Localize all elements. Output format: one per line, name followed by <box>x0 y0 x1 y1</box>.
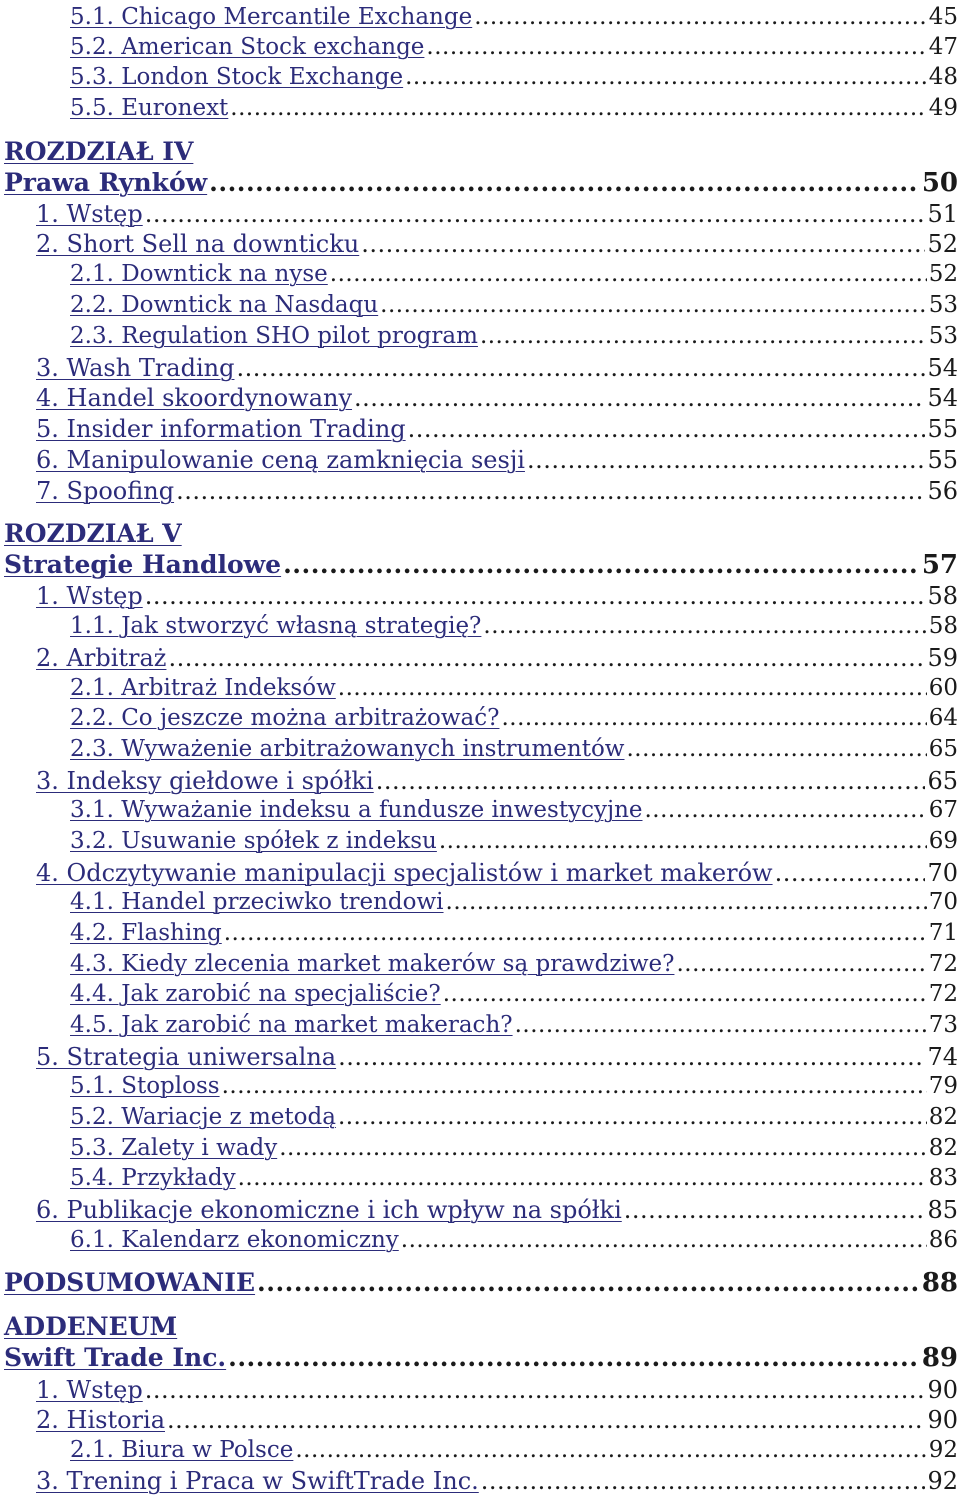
toc-entry[interactable] <box>0 1043 960 1071</box>
toc-entry[interactable] <box>0 415 960 443</box>
toc-entry-label[interactable]: 5. Insider information Trading <box>36 415 406 443</box>
toc-entry[interactable] <box>0 705 960 731</box>
toc-entry-label[interactable]: 5.2. Wariacje z metodą <box>70 1104 336 1130</box>
toc-entry[interactable] <box>0 64 960 90</box>
dot-leader <box>446 889 927 915</box>
toc-chapter-heading[interactable] <box>0 137 960 166</box>
toc-entry[interactable] <box>0 675 960 701</box>
dot-leader <box>401 1227 927 1253</box>
toc-entry-label[interactable]: 2. Historia <box>36 1406 165 1434</box>
toc-page-number: 82 <box>928 1104 958 1130</box>
toc-entry-label[interactable]: 4.4. Jak zarobić na specjaliście? <box>70 981 441 1007</box>
toc-entry-label[interactable]: 5.2. American Stock exchange <box>70 34 425 60</box>
dot-leader <box>426 34 926 60</box>
dot-leader <box>405 64 927 90</box>
toc-page-number: 52 <box>928 261 958 287</box>
toc-entry-label[interactable]: 6. Manipulowanie ceną zamknięcia sesji <box>36 446 525 474</box>
toc-entry-label[interactable]: 1. Wstęp <box>36 1376 143 1404</box>
toc-chapter-heading[interactable] <box>0 1312 960 1341</box>
dot-leader <box>145 200 926 228</box>
toc-page-number: 53 <box>928 292 958 318</box>
toc-entry-label[interactable]: 7. Spoofing <box>36 477 175 505</box>
toc-entry-label[interactable]: 4. Handel skoordynowany <box>36 384 353 412</box>
dot-leader <box>515 1012 927 1038</box>
toc-page-number: 54 <box>927 384 958 412</box>
dot-leader <box>338 675 927 701</box>
toc-entry[interactable] <box>0 1376 960 1404</box>
dot-leader <box>230 95 926 121</box>
toc-entry[interactable] <box>0 168 960 198</box>
toc-entry[interactable] <box>0 34 960 60</box>
toc-entry-label[interactable]: PODSUMOWANIE <box>4 1268 256 1297</box>
toc-page-number: 55 <box>927 446 958 474</box>
toc-page-number: 57 <box>921 550 958 580</box>
toc-page-number: 70 <box>927 859 958 887</box>
toc-entry[interactable] <box>0 828 960 854</box>
toc-page-number: 48 <box>928 64 958 90</box>
toc-page-number: 72 <box>928 981 958 1007</box>
dot-leader <box>627 736 927 762</box>
toc-entry-label[interactable]: 1. Wstęp <box>36 200 143 228</box>
toc-page-number: 58 <box>927 582 958 610</box>
toc-entry[interactable] <box>0 1196 960 1224</box>
toc-entry-label[interactable]: 1.1. Jak stworzyć własną strategię? <box>70 613 482 639</box>
dot-leader <box>209 168 920 197</box>
toc-page-number: 53 <box>928 323 958 349</box>
dot-leader <box>439 828 927 854</box>
toc-entry[interactable] <box>0 1135 960 1161</box>
toc-page-number: 74 <box>927 1043 958 1071</box>
toc-entry-label[interactable]: 4.1. Handel przeciwko trendowi <box>70 889 444 915</box>
dot-leader <box>354 384 925 412</box>
toc-entry-label[interactable]: 2.2. Downtick na Nasdaqu <box>70 292 379 318</box>
dot-leader <box>408 415 926 443</box>
toc-entry-label[interactable]: 5.1. Stoploss <box>70 1073 220 1099</box>
toc-page-number: 85 <box>927 1196 958 1224</box>
toc-entry[interactable] <box>0 1343 960 1373</box>
dot-leader <box>645 797 927 823</box>
toc-entry-label[interactable]: Strategie Handlowe <box>4 550 282 579</box>
toc-page-number: 58 <box>928 613 958 639</box>
toc-entry[interactable] <box>0 644 960 672</box>
toc-entry-label[interactable]: 6.1. Kalendarz ekonomiczny <box>70 1227 399 1253</box>
toc-entry-label[interactable]: 2. Arbitraż <box>36 644 167 672</box>
toc-entry-label[interactable]: 6. Publikacje ekonomiczne i ich wpływ na spółki <box>36 1196 622 1224</box>
toc-entry-label[interactable]: ROZDZIAŁ IV <box>4 137 194 166</box>
toc-page-number: 86 <box>928 1227 958 1253</box>
toc-entry[interactable] <box>0 230 960 258</box>
toc-page-number: 64 <box>928 705 958 731</box>
toc-entry[interactable] <box>0 582 960 610</box>
toc-entry-label[interactable]: 4.5. Jak zarobić na market makerach? <box>70 1012 513 1038</box>
toc-entry[interactable] <box>0 1073 960 1099</box>
toc-entry[interactable] <box>0 95 960 121</box>
toc-page-number: 45 <box>928 4 958 30</box>
dot-leader <box>279 1135 927 1161</box>
toc-entry-label[interactable]: 1. Wstęp <box>36 582 143 610</box>
toc-chapter-heading[interactable] <box>0 519 960 548</box>
toc-entry[interactable] <box>0 1467 960 1495</box>
toc-entry[interactable] <box>0 981 960 1007</box>
toc-page-number: 65 <box>927 767 958 795</box>
dot-leader <box>145 1376 926 1404</box>
dot-leader <box>222 1073 927 1099</box>
toc-entry[interactable] <box>0 951 960 977</box>
toc-entry-label[interactable]: 2.1. Arbitraż Indeksów <box>70 675 336 701</box>
toc-page-number: 50 <box>921 168 958 198</box>
toc-page-number: 83 <box>928 1165 958 1191</box>
dot-leader <box>376 767 926 795</box>
toc-entry[interactable] <box>0 920 960 946</box>
toc-entry-label[interactable]: 3. Wash Trading <box>36 354 235 382</box>
toc-entry-label[interactable]: 5.1. Chicago Mercantile Exchange <box>70 4 473 30</box>
dot-leader <box>145 582 926 610</box>
toc-entry[interactable] <box>0 1227 960 1253</box>
dot-leader <box>380 292 927 318</box>
toc-page-number: 89 <box>921 1343 958 1373</box>
toc-entry-label[interactable]: 4.2. Flashing <box>70 920 222 946</box>
toc-page-number: 70 <box>928 889 958 915</box>
toc-page-number: 55 <box>927 415 958 443</box>
toc-page-number: 82 <box>928 1135 958 1161</box>
toc-entry-label[interactable]: 5.5. Euronext <box>70 95 229 121</box>
dot-leader <box>338 1104 927 1130</box>
toc-entry-label[interactable]: Prawa Rynków <box>4 168 208 197</box>
dot-leader <box>238 1165 927 1191</box>
toc-entry[interactable] <box>0 767 960 795</box>
toc-entry-label[interactable]: 3. Indeksy giełdowe i spółki <box>36 767 374 795</box>
toc-page-number: 92 <box>927 1467 958 1495</box>
dot-leader <box>257 1268 920 1297</box>
toc-entry-label[interactable]: 3.2. Usuwanie spółek z indeksu <box>70 828 437 854</box>
dot-leader <box>483 613 926 639</box>
toc-page-number: 60 <box>928 675 958 701</box>
dot-leader <box>167 1406 925 1434</box>
dot-leader <box>228 1343 920 1372</box>
dot-leader <box>474 4 927 30</box>
toc-page-number: 54 <box>927 354 958 382</box>
toc-page-number: 69 <box>928 828 958 854</box>
toc-page-number: 71 <box>928 920 958 946</box>
toc-entry-label[interactable]: 3.1. Wyważanie indeksu a fundusze inwestycyjne <box>70 797 643 823</box>
dot-leader <box>501 705 926 731</box>
toc-page-number: 51 <box>927 200 958 228</box>
toc-entry-label[interactable]: 2.2. Co jeszcze można arbitrażować? <box>70 705 500 731</box>
toc-page-number: 79 <box>928 1073 958 1099</box>
toc-entry[interactable] <box>0 889 960 915</box>
toc-entry-label[interactable]: 2.3. Wyważenie arbitrażowanych instrumentów <box>70 736 625 762</box>
dot-leader <box>176 477 925 505</box>
toc-entry-label[interactable]: 4. Odczytywanie manipulacji specjalistów i market makerów <box>36 859 773 887</box>
toc-entry-label[interactable]: 5. Strategia uniwersalna <box>36 1043 337 1071</box>
toc-entry-label[interactable]: 4.3. Kiedy zlecenia market makerów są prawdziwe? <box>70 951 675 977</box>
toc-page-number: 65 <box>928 736 958 762</box>
toc-entry[interactable] <box>0 613 960 639</box>
dot-leader <box>224 920 927 946</box>
toc-entry-label[interactable]: 2. Short Sell na downticku <box>36 230 360 258</box>
toc-entry[interactable] <box>0 384 960 412</box>
dot-leader <box>168 644 925 672</box>
toc-page-number: 73 <box>928 1012 958 1038</box>
toc-entry-label[interactable]: 3. Trening i Praca w SwiftTrade Inc. <box>36 1467 479 1495</box>
dot-leader <box>361 230 925 258</box>
toc-entry[interactable] <box>0 859 960 887</box>
toc-entry-label[interactable]: 2.1. Biura w Polsce <box>70 1437 294 1463</box>
toc-entry-label[interactable]: 2.3. Regulation SHO pilot program <box>70 323 478 349</box>
toc-entry[interactable] <box>0 4 960 30</box>
toc-page-number: 56 <box>927 477 958 505</box>
dot-leader <box>481 1467 926 1495</box>
toc-entry-label[interactable]: 5.3. Zalety i wady <box>70 1135 278 1161</box>
dot-leader <box>775 859 926 887</box>
dot-leader <box>330 261 927 287</box>
toc-entry[interactable] <box>0 261 960 287</box>
toc-entry[interactable] <box>0 797 960 823</box>
toc-page-number: 90 <box>927 1406 958 1434</box>
toc-entry[interactable] <box>0 446 960 474</box>
toc-entry[interactable] <box>0 1104 960 1130</box>
toc-entry-label[interactable]: ADDENEUM <box>4 1312 178 1341</box>
dot-leader <box>338 1043 925 1071</box>
toc-entry[interactable] <box>0 1165 960 1191</box>
toc-entry[interactable] <box>0 1406 960 1434</box>
dot-leader <box>236 354 925 382</box>
toc-entry[interactable] <box>0 1437 960 1463</box>
dot-leader <box>676 951 926 977</box>
toc-entry-label[interactable]: 5.4. Przykłady <box>70 1165 236 1191</box>
dot-leader <box>443 981 927 1007</box>
toc-entry-label[interactable]: 2.1. Downtick na nyse <box>70 261 328 287</box>
dot-leader <box>480 323 927 349</box>
toc-entry[interactable] <box>0 354 960 382</box>
dot-leader <box>295 1437 926 1463</box>
dot-leader <box>624 1196 926 1224</box>
toc-entry-label[interactable]: Swift Trade Inc. <box>4 1343 227 1372</box>
toc-entry-label[interactable]: 5.3. London Stock Exchange <box>70 64 404 90</box>
toc-page-number: 90 <box>927 1376 958 1404</box>
toc-page-number: 59 <box>927 644 958 672</box>
toc-entry-label[interactable]: ROZDZIAŁ V <box>4 519 182 548</box>
toc-page-number: 88 <box>921 1268 958 1298</box>
toc-page-number: 47 <box>928 34 958 60</box>
toc-entry[interactable] <box>0 736 960 762</box>
dot-leader <box>283 550 920 579</box>
toc-entry[interactable] <box>0 550 960 580</box>
toc-entry[interactable] <box>0 292 960 318</box>
toc-page-number: 49 <box>928 95 958 121</box>
toc-page-number: 52 <box>927 230 958 258</box>
toc-page-number: 67 <box>928 797 958 823</box>
toc-page-number: 92 <box>928 1437 958 1463</box>
toc-entry[interactable] <box>0 1268 960 1298</box>
toc-entry[interactable] <box>0 200 960 228</box>
toc-entry[interactable] <box>0 323 960 349</box>
toc-entry[interactable] <box>0 1012 960 1038</box>
toc-page-number: 72 <box>928 951 958 977</box>
toc-entry[interactable] <box>0 477 960 505</box>
dot-leader <box>527 446 926 474</box>
